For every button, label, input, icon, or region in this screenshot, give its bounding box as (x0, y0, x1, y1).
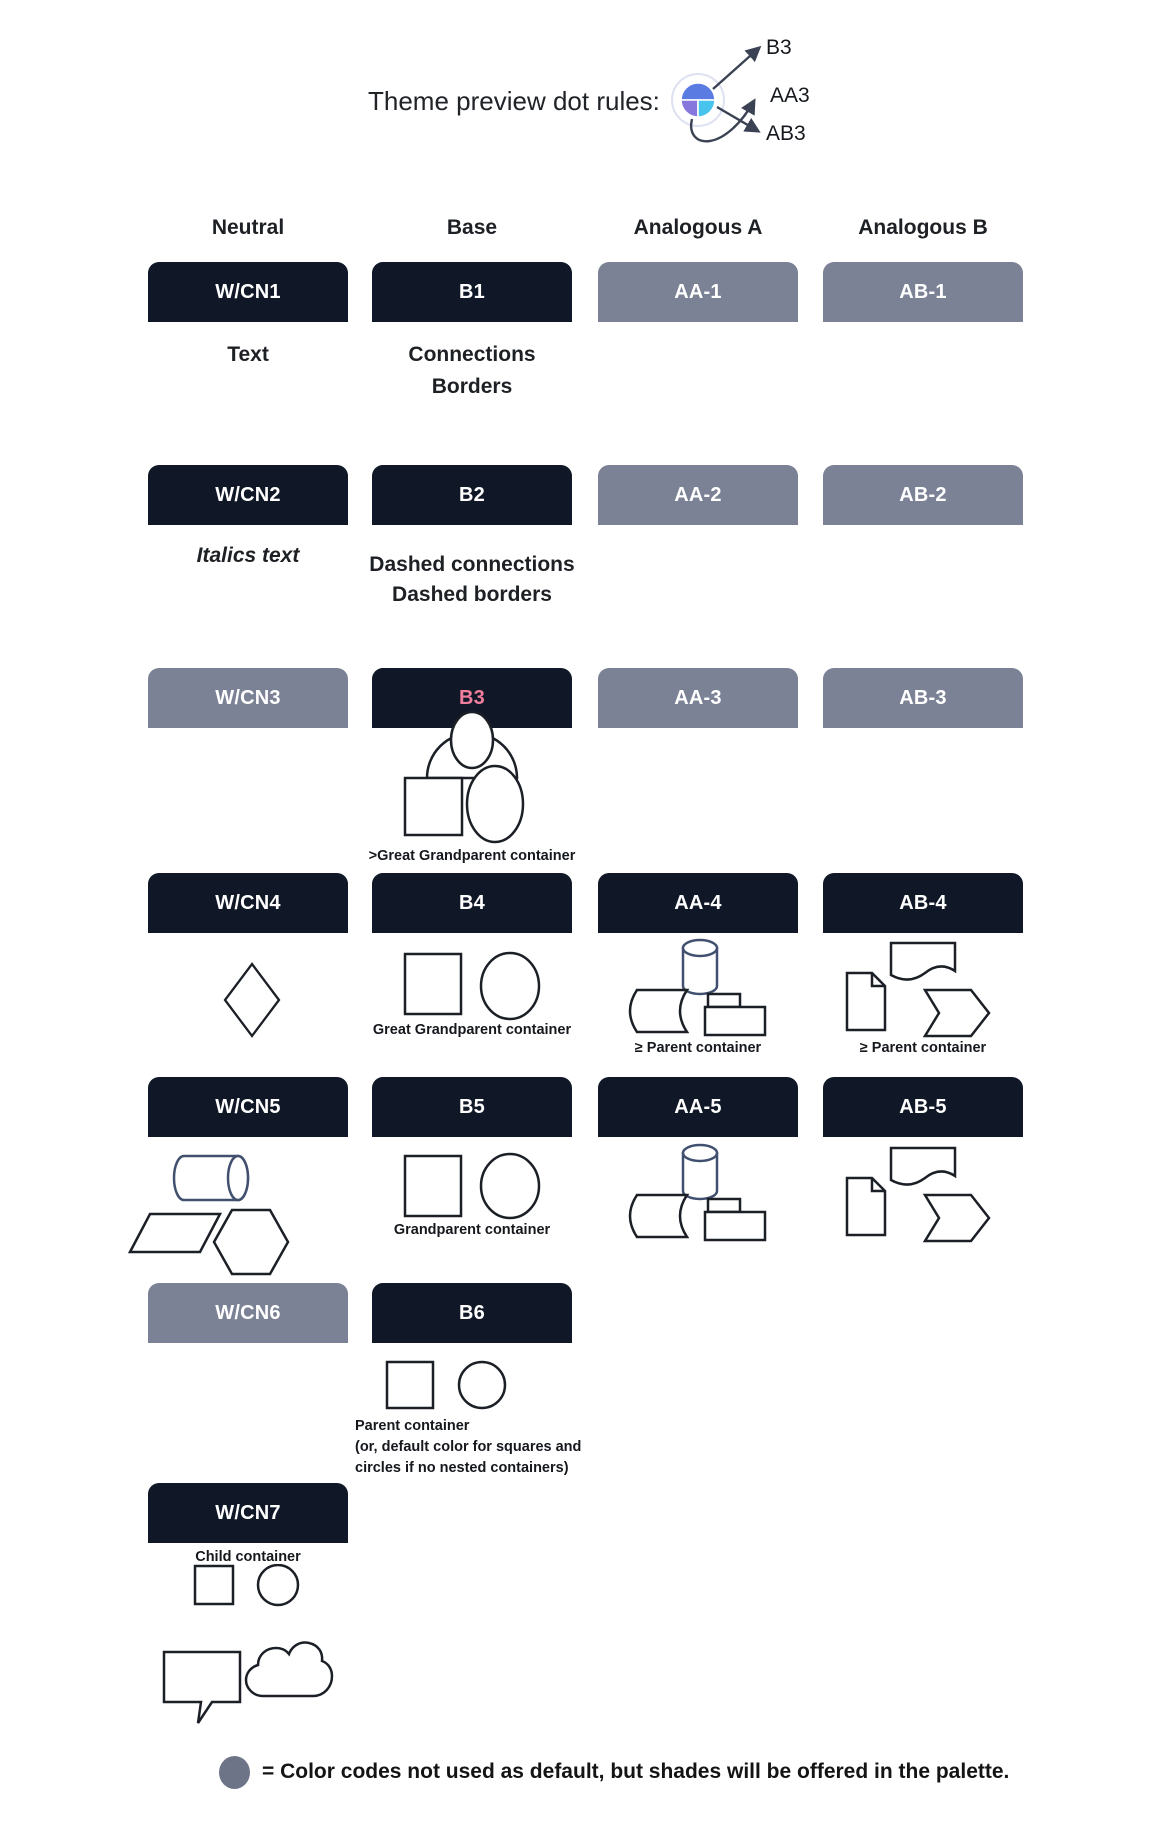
speech-bubble-shape (164, 1652, 240, 1723)
wavy-document-shape (891, 1148, 955, 1185)
swatch-wcn4: W/CN4 (148, 873, 348, 933)
note-base-row1-line2: Borders (431, 375, 513, 398)
cylinder-top-icon (683, 1145, 717, 1161)
b3-shape-group (395, 700, 555, 850)
swatch-wcn7: W/CN7 (148, 1483, 348, 1543)
b5-shape-group (400, 1148, 545, 1228)
b4-shape-group (400, 946, 545, 1026)
wcn4-shape-group (222, 960, 282, 1040)
square-shape (405, 778, 462, 835)
dot-rule-label-aa3: AA3 (770, 84, 810, 107)
column-header-analogous-b: Analogous B (858, 216, 988, 239)
stored-data-shape (630, 1195, 687, 1237)
swatch-wcn2: W/CN2 (148, 465, 348, 525)
swatch-wcn3: W/CN3 (148, 668, 348, 728)
swatch-aa3: AA-3 (598, 668, 798, 728)
note-ab4: ≥ Parent container (859, 1040, 987, 1056)
swatch-ab1: AB-1 (823, 262, 1023, 322)
swatch-wcn6: W/CN6 (148, 1283, 348, 1343)
square-shape (195, 1566, 233, 1604)
note-b3: >Great Grandparent container (368, 848, 576, 864)
swatch-ab3: AB-3 (823, 668, 1023, 728)
dot-rule-label-ab3: AB3 (766, 122, 806, 145)
note-neutral-row2: Italics text (196, 544, 300, 567)
theme-preview-dot-diagram (652, 18, 782, 158)
swatch-b5: B5 (372, 1077, 572, 1137)
hexagon-shape (214, 1210, 288, 1274)
swatch-b1: B1 (372, 262, 572, 322)
square-shape (387, 1362, 433, 1408)
diamond-shape (225, 964, 279, 1036)
person-head-icon (451, 712, 493, 768)
legend-text: = Color codes not used as default, but shades will be offered in the palette. (262, 1760, 1010, 1783)
note-b6-line1: Parent container (355, 1418, 470, 1434)
square-shape (405, 1156, 461, 1216)
note-base-row1-line1: Connections (408, 343, 536, 366)
note-wcn7: Child container (195, 1549, 301, 1565)
note-neutral-row1: Text (227, 343, 269, 366)
wcn7-shape-group (193, 1564, 308, 1609)
note-b5: Grandparent container (393, 1222, 551, 1238)
folder-body-shape (705, 1007, 765, 1035)
ab5-shape-group (843, 1140, 998, 1245)
swatch-aa2: AA-2 (598, 465, 798, 525)
page-title: Theme preview dot rules: (368, 86, 660, 116)
stored-data-shape (630, 990, 687, 1032)
swatch-wcn5: W/CN5 (148, 1077, 348, 1137)
note-b6-line2: (or, default color for squares and (355, 1439, 582, 1455)
horizontal-cylinder-cap-icon (228, 1156, 248, 1200)
circle-shape (258, 1565, 298, 1605)
note-aa4: ≥ Parent container (634, 1040, 762, 1056)
cloud-shape (246, 1643, 332, 1696)
ellipse-shape (481, 1154, 539, 1218)
swatch-ab2: AB-2 (823, 465, 1023, 525)
dot-rule-label-b3: B3 (766, 36, 792, 59)
swatch-aa4: AA-4 (598, 873, 798, 933)
chevron-shape (925, 990, 989, 1036)
swatch-ab5: AB-5 (823, 1077, 1023, 1137)
swatch-b2: B2 (372, 465, 572, 525)
swatch-b3: B3 (372, 668, 572, 728)
swatch-aa5: AA-5 (598, 1077, 798, 1137)
legend-dot-icon (219, 1756, 250, 1789)
folder-body-shape (705, 1212, 765, 1240)
swatch-aa1: AA-1 (598, 262, 798, 322)
aa4-shape-group (623, 938, 773, 1038)
ab4-shape-group (843, 935, 998, 1040)
square-shape (405, 954, 461, 1014)
circle-shape (459, 1362, 505, 1408)
arrow-to-ab3 (717, 107, 758, 131)
swatch-wcn1: W/CN1 (148, 262, 348, 322)
swatch-ab4: AB-4 (823, 873, 1023, 933)
column-header-analogous-a: Analogous A (633, 216, 763, 239)
column-header-base: Base (446, 216, 498, 239)
ellipse-shape (467, 766, 523, 842)
folder-tab-shape (708, 1199, 740, 1212)
note-b4: Great Grandparent container (372, 1022, 572, 1038)
swatch-b4: B4 (372, 873, 572, 933)
page-shape (847, 1178, 885, 1235)
wcn5-shape-group (128, 1140, 303, 1280)
cylinder-top-icon (683, 940, 717, 956)
folder-tab-shape (708, 994, 740, 1007)
parallelogram-shape (130, 1214, 220, 1252)
chevron-shape (925, 1195, 989, 1241)
note-base-row2-line2: Dashed borders (392, 583, 552, 606)
aa5-shape-group (623, 1143, 773, 1243)
column-header-neutral: Neutral (211, 216, 285, 239)
wcn7-bubble-cloud-group (160, 1640, 340, 1730)
b6-shape-group (385, 1358, 520, 1413)
ellipse-shape (481, 953, 539, 1019)
note-base-row2-line1: Dashed connections (369, 553, 575, 576)
note-b6-line3: circles if no nested containers) (355, 1460, 569, 1476)
page-shape (847, 973, 885, 1030)
arrow-to-b3 (713, 48, 759, 89)
swatch-b6: B6 (372, 1283, 572, 1343)
wavy-document-shape (891, 943, 955, 980)
